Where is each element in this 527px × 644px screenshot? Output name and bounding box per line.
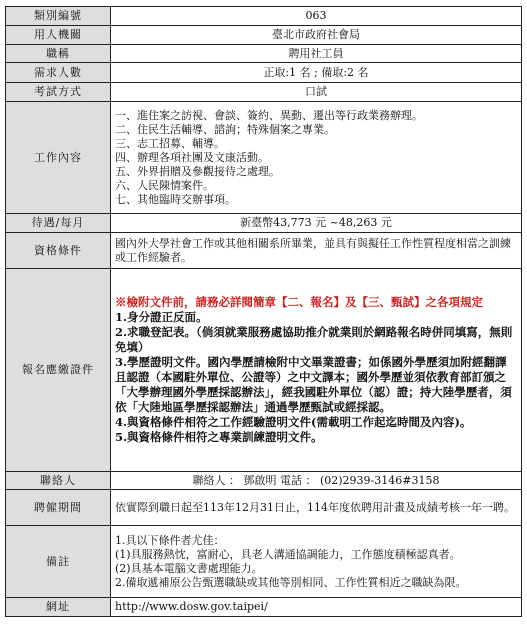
row-code — [6, 7, 522, 26]
value-contact: 聯絡人 ： 鄧啟明 電話 ： (02)2939-3146#3158 — [111, 472, 522, 490]
value-website — [111, 598, 522, 617]
value-headcount: 正取:1 名 ; 備取:2 名 — [111, 63, 522, 83]
row-period — [6, 490, 522, 526]
label-salary: 待遇/每月 — [6, 214, 111, 233]
duty-item: 五、外界捐贈及參觀接待之處理。 — [115, 164, 280, 178]
duty-item: 一、進住案之訪視、會談、簽約、異動、遷出等行政業務辦理。 — [115, 108, 423, 122]
value-agency: 臺北市政府社會局 — [111, 26, 522, 45]
value-exam-method: 口試 — [111, 83, 522, 102]
duty-item: 二、住民生活輔導、諮詢；特殊個案之專業。 — [115, 122, 335, 136]
label-code: 類別編號 — [6, 7, 111, 26]
value-remarks — [111, 526, 522, 598]
duty-item: 七、其他臨時交辦事項。 — [115, 192, 236, 206]
remark-item: (1)具服務熱忱，富耐心，具老人溝通協調能力，工作態度積極認真者。 — [115, 547, 461, 561]
documents-notice: ※檢附文件前，請務必詳閱簡章【二、報名】及【三、甄試】之各項規定 — [115, 295, 483, 309]
value-documents — [111, 269, 522, 472]
duty-item: 六、人民陳情案件。 — [115, 178, 214, 192]
value-period: 依實際到職日起至113年12月31日止，114年度依聘用計畫及成績考核一年一聘。 — [111, 490, 522, 526]
label-qualification: 資格條件 — [6, 233, 111, 269]
label-agency: 用人機關 — [6, 26, 111, 45]
row-salary — [6, 214, 522, 233]
label-contact: 聯絡人 — [6, 472, 111, 490]
document-item: 5.與資格條件相符之專業訓練證明文件。 — [115, 430, 323, 444]
row-duties — [6, 102, 522, 214]
label-website: 網址 — [6, 598, 111, 617]
row-documents — [6, 269, 522, 472]
document-item: 3.學歷證明文件。國內學歷請檢附中文畢業證書；如係國外學歷須加附經翻譯且認證（本國駐外單位、公證等）之中文譯本；國外學歷並須依教育部訂頒之「大學辦理國外學歷採認辦法」，經我國駐外單位（認）證；持大陸學歷者，須依「大陸地區學歷採認辦法」通過學歷甄試或經採認。 — [115, 355, 512, 414]
row-contact — [6, 472, 522, 490]
label-documents: 報名應繳證件 — [6, 269, 111, 472]
value-qualification: 國內外大學社會工作或其他相關系所畢業，並具有與擬任工作性質程度相當之訓練或工作經驗者。 — [111, 233, 522, 269]
value-code: 063 — [111, 7, 522, 26]
label-remarks: 備註 — [6, 526, 111, 598]
value-position: 聘用社工員 — [111, 45, 522, 63]
duty-item: 三、志工招募、輔導。 — [115, 136, 225, 150]
remark-item: 2.備取遞補原公告甄選職缺或其他等別相同、工作性質相近之職缺為限。 — [115, 575, 467, 589]
document-item: 1.身分證正反面。 — [115, 310, 208, 324]
remark-item: (2)具基本電腦文書處理能力。 — [115, 561, 263, 575]
row-headcount — [6, 63, 522, 83]
row-remarks — [6, 526, 522, 598]
job-posting-table — [5, 6, 522, 617]
remark-item: 1.具以下條件者尤佳： — [115, 533, 225, 547]
document-item: 2.求職登記表。（倘須就業服務處協助推介就業則於網路報名時併同填寫，無則免填） — [115, 325, 513, 354]
document-item: 4.與資格條件相符之工作經驗證明文件(需載明工作起迄時間及內容)。 — [115, 415, 472, 429]
label-period: 聘僱期間 — [6, 490, 111, 526]
row-website — [6, 598, 522, 617]
label-duties: 工作內容 — [6, 102, 111, 214]
value-salary: 新臺幣43,773 元 ~48,263 元 — [111, 214, 522, 233]
value-duties — [111, 102, 522, 214]
row-exam-method — [6, 83, 522, 102]
row-agency — [6, 26, 522, 45]
row-qualification — [6, 233, 522, 269]
duty-item: 四、辦理各項社團及文康活動。 — [115, 150, 269, 164]
label-headcount: 需求人數 — [6, 63, 111, 83]
website-link[interactable]: http://www.dosw.gov.taipei/ — [115, 600, 268, 613]
row-position — [6, 45, 522, 63]
label-exam-method: 考試方式 — [6, 83, 111, 102]
label-position: 職稱 — [6, 45, 111, 63]
